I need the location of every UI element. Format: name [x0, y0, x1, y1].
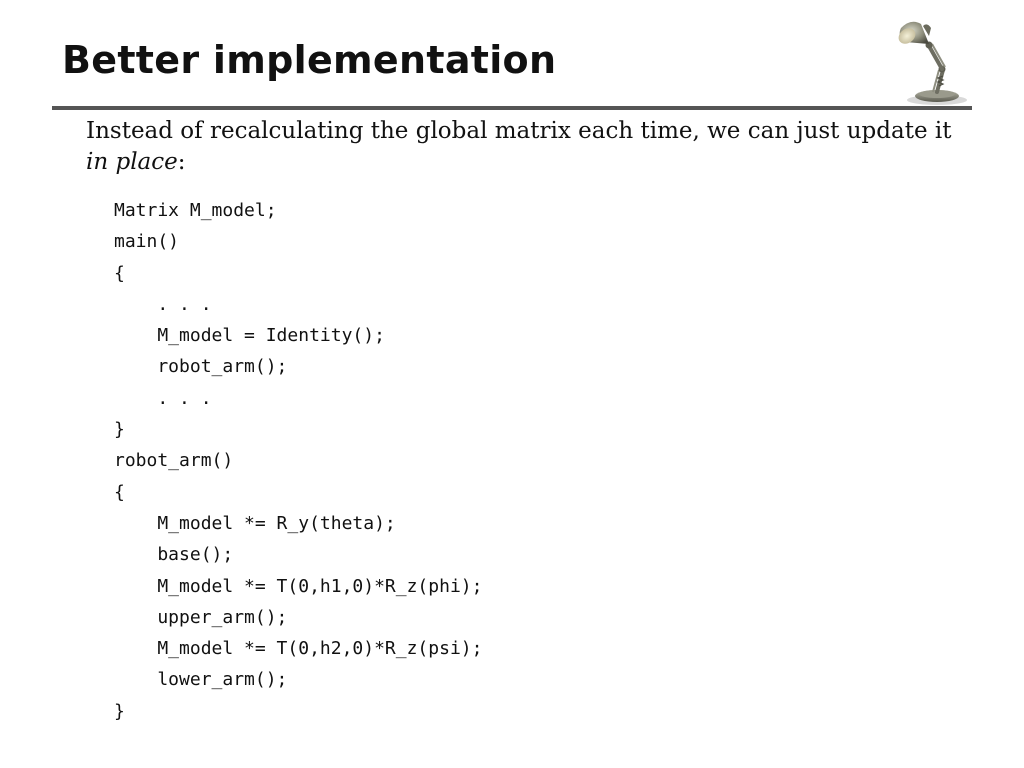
intro-emphasis: in place	[86, 149, 178, 175]
title-divider	[52, 106, 972, 110]
code-line: upper_arm();	[114, 606, 288, 628]
intro-text: Instead of recalculating the global matrix each time, we can just update it	[86, 118, 952, 144]
code-line: M_model *= R_y(theta);	[114, 512, 396, 534]
code-line: base();	[114, 544, 234, 566]
code-line: M_model *= T(0,h2,0)*R_z(psi);	[114, 638, 483, 660]
code-line: Matrix M_model;	[114, 200, 277, 221]
slide-title: Better implementation	[62, 38, 557, 82]
desk-lamp-icon	[893, 12, 973, 108]
code-line: M_model *= T(0,h1,0)*R_z(phi);	[114, 575, 483, 597]
intro-paragraph	[86, 116, 956, 178]
code-line: . . .	[114, 387, 212, 409]
code-line: {	[114, 481, 125, 503]
intro-end: :	[177, 149, 186, 175]
code-line: lower_arm();	[114, 669, 288, 691]
code-block	[114, 195, 482, 727]
code-line: robot_arm()	[114, 450, 234, 472]
code-line: {	[114, 262, 125, 284]
code-line: . . .	[114, 293, 212, 315]
code-line: main()	[114, 231, 180, 253]
code-line: }	[114, 419, 125, 441]
code-line: robot_arm();	[114, 356, 288, 378]
code-line: }	[114, 700, 125, 722]
code-line: M_model = Identity();	[114, 325, 385, 347]
